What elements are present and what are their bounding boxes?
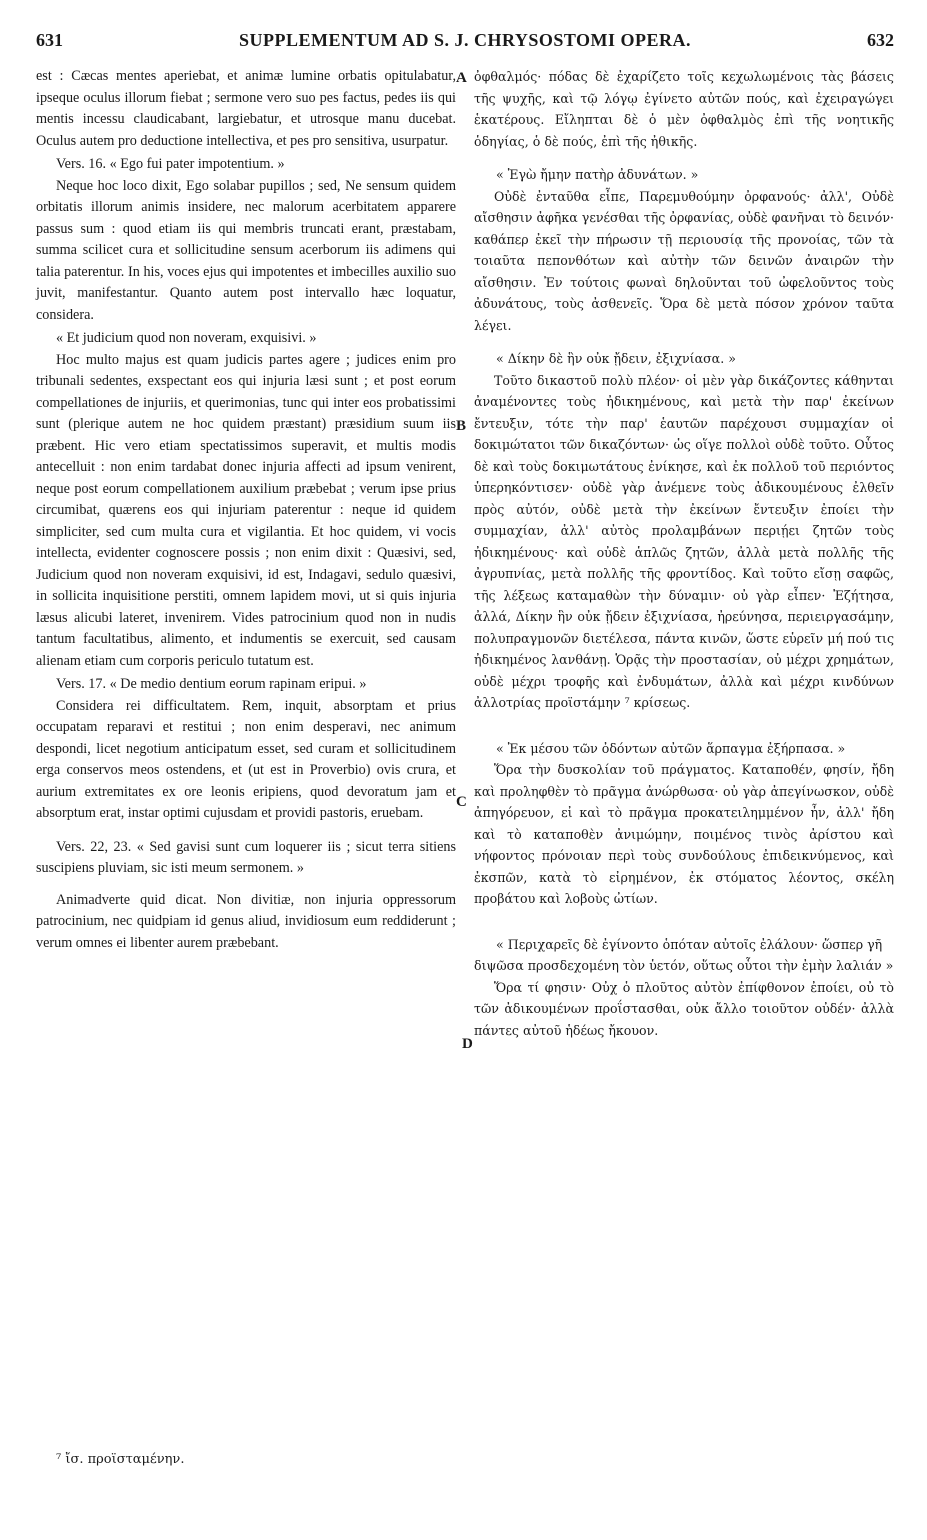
latin-verse-heading: Vers. 17. « De medio dentium eorum rapinam eripui. » <box>56 676 367 692</box>
greek-paragraph: ὀφθαλμός· πόδας δὲ ἐχαρίζετο τοῖς κεχωλωμένοις τὰς βάσεις τῆς ψυχῆς, καὶ τῷ λόγῳ ἐγίνετο αὐτῶν πούς, καὶ ἐχειραγώγει ἑκατέρους. Εἴληπται δὲ ὁ μὲν ὀφθαλμὸς ἐπὶ τῆς νοητικῆς ὁδηγίας, ὁ δὲ πούς, ἐπὶ τῆς ἠθικῆς. <box>474 69 894 149</box>
margin-marker-a: A <box>456 70 467 86</box>
margin-marker-d: D <box>462 1036 473 1052</box>
latin-verse-heading: Vers. 16. « Ego fui pater impotentium. » <box>56 156 285 172</box>
latin-paragraph: Animadverte quid dicat. Non divitiæ, non injuria oppressorum patrocinium, nec quidpiam id genus aliud, invidiosum eum reddiderunt ; verum omnes ei libenter aurem præbebant. <box>36 891 456 951</box>
greek-verse-heading: « Δίκην δὲ ἣν οὐκ ᾔδειν, ἐξιχνίασα. » <box>496 351 736 366</box>
footnote: ⁷ ἴσ. προϊσταμένην. <box>56 1452 185 1467</box>
greek-paragraph: Τοῦτο δικαστοῦ πολὺ πλέον· οἱ μὲν γὰρ δικάζοντες κάθηνται ἀναμένοντες τοὺς ἠδικημένους, καὶ μετὰ τὴν παρ' ἐκείνων ἔντευξιν, τότε τὴν παρ' ἑαυτῶν παρέχουσι συμμαχίαν οἱ δοκιμώτατοι τῶν δικαζόντων· ὡς οἵγε πολλοὶ οὐδὲ τοῦτο. Οὗτος δὲ καὶ τοὺς δοκιμωτάτους ἐνίκησε, καὶ ἐκ πολλοῦ τοῦ περιόντος ὑπερηκόντισεν· οὐδὲ γὰρ ἀνέμενε τοὺς ἀδικουμένους ἐλθεῖν πρὸς αὐτόν, οὐδὲ μετὰ τὴν ἐκείνων ἔντευξιν ἐποίει τὴν συμμαχίαν, ἀλλ' αὐτὸς προλαμβάνων περιῄει ζητῶν τοὺς ἠδικημένους· καὶ οὐδὲ ἁπλῶς ζητῶν, ἀλλὰ μετὰ πολλῆς τῆς ἀγρυπνίας, μετὰ πολλῆς τῆς φροντίδος. Καὶ τοῦτο εἴσῃ σαφῶς, τῆς λέξεως καταμαθὼν τὴν δύναμιν· οὐ γὰρ εἶπεν· Ἐζήτησα, ἀλλά, Δίκην ἣν οὐκ ᾔδειν ἐξιχνίασα, ἠρεύνησα, περιειργασάμην, πολυπραγμονῶν διετέλεσα, πάντα κινῶν, ὥστε εὑρεῖν μή πού τις ἠδικημένος λανθάνῃ. Ὁρᾷς τὴν προστασίαν, οὐ μέχρι χρημάτων, οὐδὲ μέχρι τροφῆς καὶ ἐνδυμάτων, ἀλλὰ καὶ μέχρι κινδύνων ἀλλοτρίας προϊστάμην ⁷ κρίσεως. <box>474 372 894 710</box>
margin-marker-c: C <box>456 794 467 810</box>
running-title: SUPPLEMENTUM AD S. J. CHRYSOSTOMI OPERA. <box>238 30 692 50</box>
greek-paragraph: Ὅρα τί φησιν· Οὐχ ὁ πλοῦτος αὐτὸν ἐπίφθονον ἐποίει, οὐ τὸ τῶν ἀδικουμένων προΐστασθαι, οὐκ ἄλλο τοιοῦτον οὐδέν· ἀλλὰ πάντες αὐτοῦ ἡδέως ἤκουον. <box>474 979 894 1038</box>
latin-paragraph: est : Cæcas mentes aperiebat, et animæ lumine orbatis opitulabatur, ipseque oculus illorum fiebat ; sermone vero suo pes factus, pedes iis qui mentis incessu claudicabant, largiebatur, et utrosque manu ducebat. Oculus autem pro deductione intellectiva, et pes pro sensitiva, usurpatur. <box>36 68 456 149</box>
latin-verse-heading: « Et judicium quod non noveram, exquisivi. » <box>56 330 317 346</box>
latin-verse-heading: Vers. 22, 23. « Sed gavisi sunt cum loquerer iis ; sicut terra sitiens suscipiens pluviam, sic isti meum sermonem. » <box>36 838 456 876</box>
page-header <box>36 30 894 56</box>
greek-verse-heading: « Ἐκ μέσου τῶν ὀδόντων αὐτῶν ἅρπαγμα ἐξήρπασα. » <box>496 740 846 756</box>
greek-paragraph: Οὐδὲ ἐνταῦθα εἶπε, Παρεμυθούμην ὀρφανούς· ἀλλ', Οὐδὲ αἴσθησιν ἀφῆκα γενέσθαι τῆς ὀρφανίας, οὐδὲ φανῆναι τὸ δεινόν· καθάπερ ἐκεῖ τὴν πήρωσιν τῇ περιουσίᾳ τῆς προνοίας, τῶν τὰ τοιαῦτα πεπονθότων καὶ αὐτὴν τῶν δεινῶν ἀναιρῶν τὴν αἴσθησιν. Ἐν τούτοις φωναὶ δηλοῦνται τοῦ ὠφελοῦντος τοὺς ἀδυνάτους, τοὺς ἀσθενεῖς. Ὅρα δὲ μετὰ πόσον χρόνον ταῦτα λέγει. <box>474 188 894 333</box>
greek-paragraph: Ὅρα τὴν δυσκολίαν τοῦ πράγματος. Καταποθέν, φησίν, ἤδη καὶ προληφθὲν τὸ πρᾶγμα ἀνώρθωσα· οὐ γὰρ ἀπεγίνωσκον, οὐδὲ ἀπηγόρευον, εἰ καὶ τὸ πρᾶγμα προκατειλημμένον ἦν, ἀλλ' ἤδη καὶ τὸ καταποθὲν ἀνιμώμην, ποιμένος τινὸς ἀρίστου καὶ νήφοντος πρόνοιαν περὶ τοὺς συνδούλους ἐπιδεικνύμενος, καὶ ἐκσπῶν, κατὰ τὸ εἰρημένον, ἐκ στόματος λέοντος, σκέλη προβάτου καὶ λοβοὺς ὠτίων. <box>474 762 894 906</box>
latin-paragraph: Hoc multo majus est quam judicis partes agere ; judices enim pro tribunali sedentes, exspectant eos qui injuria læsi sunt ; et post eorum compellationes de injuriis, et querimonias, tunc qui inter eos probatissimi sunt (plerique autem ne hoc quidem præstant) præsidium suum iis præbent. Hic vero etiam spectatissimos superavit, et multis modis antecelluit : non enim tardabat donec injuria affecti ad ipsum venirent, neque post eorum compellationem auxilium præbebat ; verum ipse prius circumibat, quærens eos qui injuriam paterentur : neque id quidem simpliciter, sed cum multa cura et vigilantia. Et hoc quidem, vi vocis intellecta, evidenter cognoscere possis ; non enim dixit : Quæsivi, sed, Judicium quod non noveram exquisivi, id est, Indagavi, sedulo quæsivi, in sollicita inquisitione perstiti, omnem lapidem movi, ut si quis injuria læsus alicubi lateret, invenirem. Vides patrocinium quod non in nudis tantum facultatibus, alimento, et indumentis se exercuit, sed causam alienam etiam cum corporis periculo tutatum est. <box>36 351 456 669</box>
margin-marker-b: B <box>456 418 467 434</box>
latin-paragraph: Considera rei difficultatem. Rem, inquit, absorptam et prius occupatam reparavi et restitui ; non enim desperavi, nec animum despondi, licet negotium anticipatum esset, sed curam et sollicitudinem erga conservos meos ostendens, et (ut est in Proverbio) ovis crura, et aurium extremitates ex ore leonis eripiens, quod devoratum jam et absorptum erat, instar optimi cujusdam et providi pastoris, eruebam. <box>36 697 456 821</box>
latin-paragraph: Neque hoc loco dixit, Ego solabar pupillos ; sed, Ne sensum quidem orbitatis illorum animis insidere, nec malorum acerbitatem apparere passus sum : quod etiam iis qui membris truncati erant, præstabam, summa scilicet cura et sollicitudine sensum acerborum iis adimens qui talia paterentur. In his, voces ejus qui impotentes et imbecilles auxilio suo juvit, manifestantur. Quanto autem post intervallo hæc loquatur, considera. <box>36 177 456 323</box>
greek-verse-heading: « Περιχαρεῖς δὲ ἐγίνοντο ὁπόταν αὐτοῖς ἐλάλουν· ὥσπερ γῆ διψῶσα προσδεχομένη τὸν ὑετόν, οὕτως οὗτοι τὴν ἐμὴν λαλιάν » <box>474 936 894 973</box>
greek-column <box>474 66 894 1041</box>
latin-column <box>36 66 456 954</box>
greek-verse-heading: « Ἐγὼ ἤμην πατὴρ ἀδυνάτων. » <box>496 167 699 182</box>
page-number-left: 631 <box>36 30 63 50</box>
page-number-right: 632 <box>867 30 894 50</box>
